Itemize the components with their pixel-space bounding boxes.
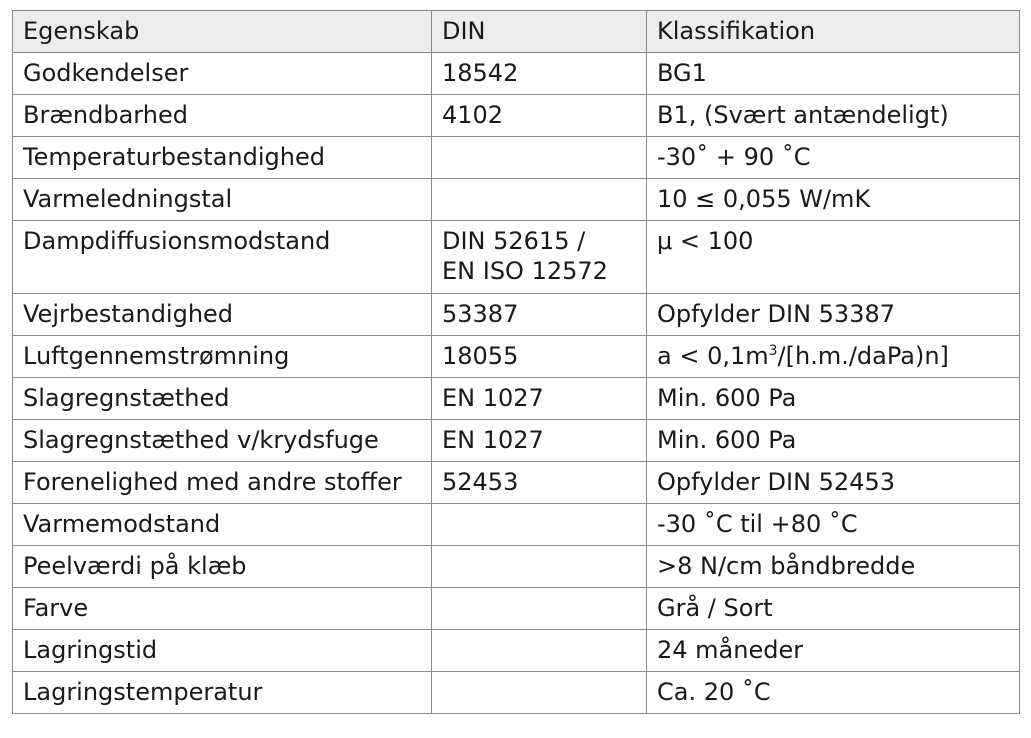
table-row [13, 221, 1020, 294]
cell-egenskab: Temperaturbestandighed [13, 137, 432, 179]
table-row [13, 672, 1020, 714]
cell-klassifikation: Min. 600 Pa [647, 378, 1020, 420]
table-row [13, 179, 1020, 221]
table-row [13, 294, 1020, 336]
table-row [13, 336, 1020, 378]
column-header-klassifikation: Klassifikation [647, 11, 1020, 53]
column-header-egenskab: Egenskab [13, 11, 432, 53]
table-row [13, 53, 1020, 95]
cell-din: 52453 [432, 462, 647, 504]
header-row [13, 11, 1020, 53]
cell-egenskab: Forenelighed med andre stoffer [13, 462, 432, 504]
cell-din [432, 137, 647, 179]
cell-egenskab: Lagringstemperatur [13, 672, 432, 714]
klassifikation-superscript: 3 [768, 343, 778, 359]
cell-din [432, 630, 647, 672]
cell-klassifikation: BG1 [647, 53, 1020, 95]
cell-klassifikation: Ca. 20 ˚C [647, 672, 1020, 714]
cell-din: 18055 [432, 336, 647, 378]
table-row [13, 546, 1020, 588]
cell-egenskab: Luftgennemstrømning [13, 336, 432, 378]
cell-egenskab: Dampdiffusionsmodstand [13, 221, 432, 294]
cell-din [432, 504, 647, 546]
cell-klassifikation: Opfylder DIN 53387 [647, 294, 1020, 336]
cell-egenskab: Brændbarhed [13, 95, 432, 137]
table-row [13, 378, 1020, 420]
cell-din [432, 179, 647, 221]
cell-egenskab: Varmeledningstal [13, 179, 432, 221]
klassifikation-suffix: /[h.m./daPa)n] [777, 342, 949, 370]
cell-din [432, 588, 647, 630]
table-row [13, 95, 1020, 137]
column-header-din: DIN [432, 11, 647, 53]
cell-egenskab: Peelværdi på klæb [13, 546, 432, 588]
cell-klassifikation: 24 måneder [647, 630, 1020, 672]
cell-egenskab: Vejrbestandighed [13, 294, 432, 336]
table-header [13, 11, 1020, 53]
table-body [13, 53, 1020, 714]
cell-din [432, 672, 647, 714]
cell-din: 4102 [432, 95, 647, 137]
table-row [13, 504, 1020, 546]
cell-egenskab: Slagregnstæthed v/krydsfuge [13, 420, 432, 462]
cell-klassifikation: Grå / Sort [647, 588, 1020, 630]
table-row [13, 630, 1020, 672]
klassifikation-prefix: a < 0,1m [657, 342, 769, 370]
cell-din: EN 1027 [432, 420, 647, 462]
cell-klassifikation: -30˚ + 90 ˚C [647, 137, 1020, 179]
cell-klassifikation [647, 336, 1020, 378]
cell-egenskab: Slagregnstæthed [13, 378, 432, 420]
cell-klassifikation: -30 ˚C til +80 ˚C [647, 504, 1020, 546]
cell-din-line: EN ISO 12572 [442, 257, 608, 285]
table-row [13, 462, 1020, 504]
cell-din: EN 1027 [432, 378, 647, 420]
cell-klassifikation: Min. 600 Pa [647, 420, 1020, 462]
table-row [13, 137, 1020, 179]
cell-egenskab: Godkendelser [13, 53, 432, 95]
cell-egenskab: Farve [13, 588, 432, 630]
cell-din [432, 546, 647, 588]
cell-din-line: DIN 52615 / [442, 227, 586, 255]
table-row [13, 420, 1020, 462]
cell-klassifikation: Opfylder DIN 52453 [647, 462, 1020, 504]
cell-egenskab: Varmemodstand [13, 504, 432, 546]
cell-klassifikation: μ < 100 [647, 221, 1020, 294]
table-row [13, 588, 1020, 630]
cell-din: 18542 [432, 53, 647, 95]
specification-table [12, 10, 1020, 714]
cell-klassifikation: >8 N/cm båndbredde [647, 546, 1020, 588]
cell-egenskab: Lagringstid [13, 630, 432, 672]
cell-klassifikation: 10 ≤ 0,055 W/mK [647, 179, 1020, 221]
cell-klassifikation: B1, (Svært antændeligt) [647, 95, 1020, 137]
cell-din [432, 221, 647, 294]
cell-din: 53387 [432, 294, 647, 336]
